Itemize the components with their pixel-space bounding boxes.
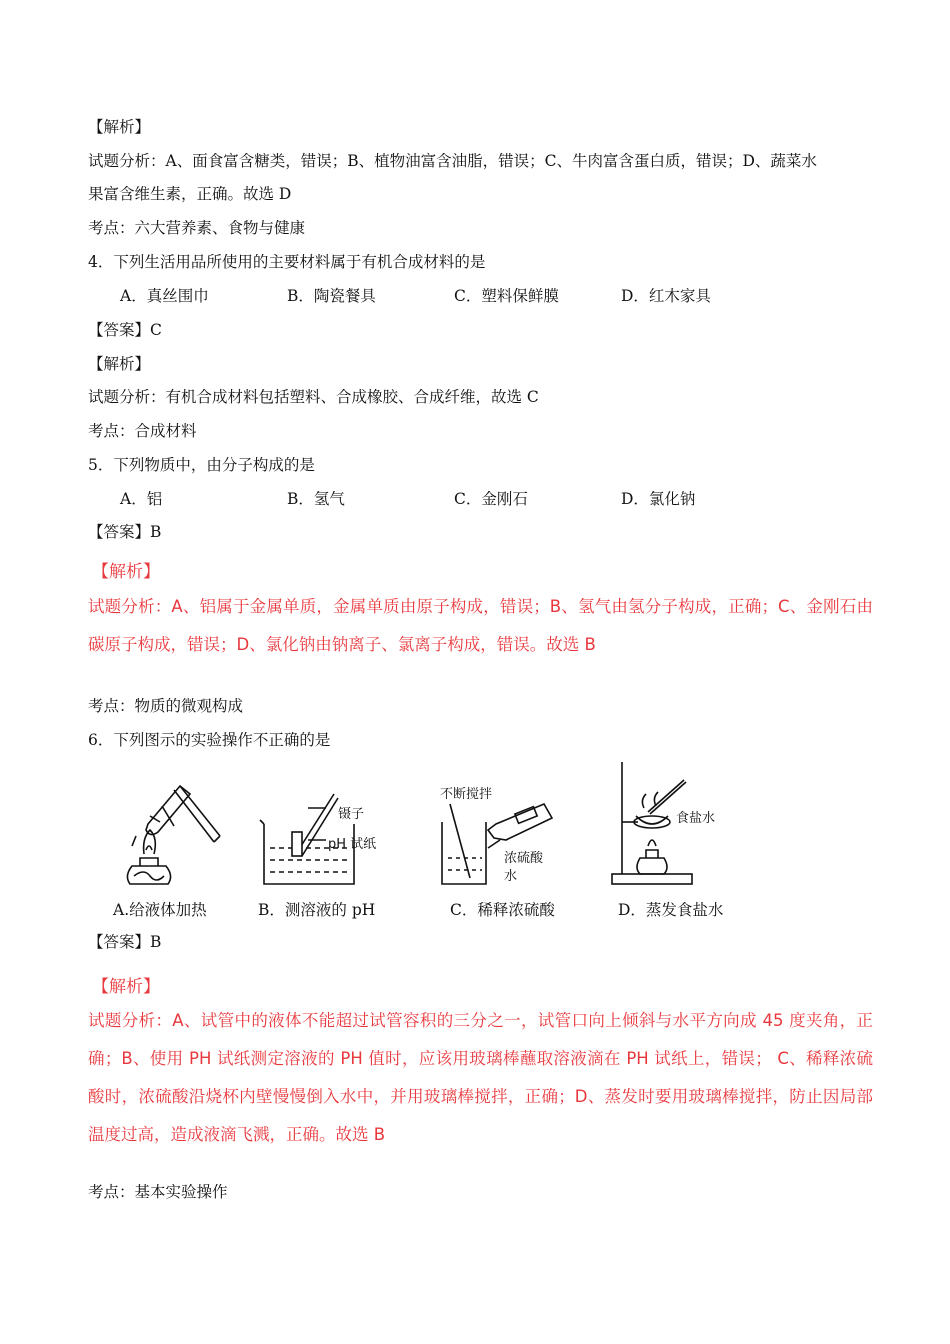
q5-analysis-heading: 【解析】 [92, 562, 160, 582]
caption-a: A.给液体加热 [113, 901, 207, 919]
caption-b: B．测溶液的 pH [258, 901, 376, 919]
q3-analysis-line-1: 试题分析：A、面食富含糖类，错误；B、植物油富含油脂，错误；C、牛肉富含蛋白质，错误；D、蔬菜水 [88, 152, 817, 170]
q4-answer: 【答案】C [88, 321, 162, 339]
figure-heating-liquid [110, 776, 230, 888]
label-water: 水 [504, 869, 518, 884]
q4-option-a: A．真丝围巾 [120, 287, 209, 305]
caption-c: C．稀释浓硫酸 [450, 901, 555, 919]
label-ph-paper: pH 试纸 [328, 837, 377, 852]
q6-analysis: 试题分析：A、试管中的液体不能超过试管容积的三分之一，试管口向上倾斜与水平方向成 45 度夹角，正确；B、使用 PH 试纸测定溶液的 PH 值时，应该用玻璃棒蘸取溶液滴在 PH 试纸上，错误； C、稀释浓硫酸时，浓硫酸沿烧杯内壁慢慢倒入水中，并用玻璃棒搅拌，正确；D、蒸发时要用玻璃棒搅拌，防止因局部温度过高，造成液滴飞溅，正确。故选 B [88, 1011, 873, 1144]
q4-option-b: B．陶瓷餐具 [287, 287, 376, 305]
q6-analysis-heading: 【解析】 [92, 977, 160, 997]
q3-analysis-line-2: 果富含维生素，正确。故选 D [88, 185, 292, 203]
figure-evaporate-saltwater [604, 758, 734, 888]
figure-dilute-acid [436, 782, 568, 888]
caption-d: D．蒸发食盐水 [618, 901, 724, 919]
q5-option-c: C．金刚石 [454, 490, 528, 508]
q5-option-d: D．氯化钠 [621, 490, 696, 508]
label-tweezers: 镊子 [338, 807, 365, 822]
q5-option-b: B．氢气 [287, 490, 345, 508]
q6-question: 6．下列图示的实验操作不正确的是 [88, 731, 331, 749]
q3-kaodian: 考点：六大营养素、食物与健康 [88, 219, 306, 237]
q4-analysis: 试题分析：有机合成材料包括塑料、合成橡胶、合成纤维，故选 C [88, 388, 539, 406]
q4-kaodian: 考点：合成材料 [88, 422, 197, 440]
label-saltwater: 食盐水 [676, 811, 716, 826]
q4-question: 4．下列生活用品所使用的主要材料属于有机合成材料的是 [88, 253, 486, 271]
q6-kaodian: 考点：基本实验操作 [88, 1183, 228, 1201]
q4-option-c: C．塑料保鲜膜 [454, 287, 559, 305]
q5-question: 5．下列物质中，由分子构成的是 [88, 456, 315, 474]
figure-measure-ph [258, 788, 388, 888]
q5-answer: 【答案】B [88, 523, 162, 541]
label-acid: 浓硫酸 [504, 851, 544, 866]
q5-option-a: A．铝 [120, 490, 163, 508]
q3-analysis-heading: 【解析】 [88, 118, 151, 136]
q4-analysis-heading: 【解析】 [88, 355, 151, 373]
q5-analysis: 试题分析：A、铝属于金属单质，金属单质由原子构成，错误；B、氢气由氢分子构成，正确；C、金刚石由碳原子构成，错误；D、氯化钠由钠离子、氯离子构成，错误。故选 B [88, 597, 873, 654]
q5-kaodian: 考点：物质的微观构成 [88, 697, 244, 715]
q6-answer: 【答案】B [88, 933, 162, 951]
q4-option-d: D．红木家具 [621, 287, 711, 305]
label-stir: 不断搅拌 [440, 787, 493, 802]
